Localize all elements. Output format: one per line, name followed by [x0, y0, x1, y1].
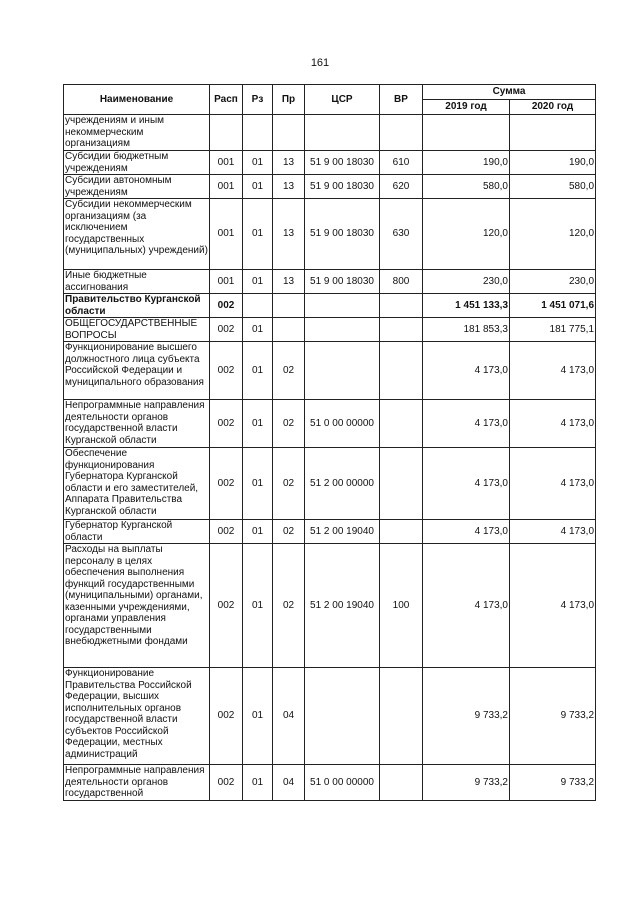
cell-rasp: 001: [210, 199, 243, 270]
cell-vr: [380, 400, 423, 448]
cell-name: Расходы на выплаты персоналу в целях обеспечения выполнения функций государственными (муниципальными) органами, казенными учреждениями, органами управления государственными внебюджетными фондами: [64, 544, 210, 668]
cell-vr: [380, 342, 423, 400]
cell-csr: 51 0 00 00000: [305, 765, 380, 801]
cell-y2020: 9 733,2: [510, 668, 596, 765]
cell-pr: 04: [273, 668, 305, 765]
cell-pr: 13: [273, 270, 305, 294]
cell-y2019: 181 853,3: [423, 318, 510, 342]
header-sum: Сумма: [423, 85, 596, 100]
cell-pr: 02: [273, 448, 305, 520]
cell-y2019: 4 173,0: [423, 544, 510, 668]
cell-vr: [380, 520, 423, 544]
cell-name: Непрограммные направления деятельности органов государственной: [64, 765, 210, 801]
cell-name: Правительство Курганской области: [64, 294, 210, 318]
cell-csr: 51 9 00 18030: [305, 175, 380, 199]
table-row: [64, 400, 596, 448]
table-row: [64, 668, 596, 765]
table-row: [64, 765, 596, 801]
cell-csr: 51 9 00 18030: [305, 151, 380, 175]
cell-y2019: 4 173,0: [423, 520, 510, 544]
table-row: [64, 199, 596, 270]
cell-pr: [273, 318, 305, 342]
cell-y2019: 4 173,0: [423, 400, 510, 448]
budget-table: [63, 84, 596, 801]
cell-vr: [380, 448, 423, 520]
header-vr: ВР: [380, 85, 423, 115]
cell-pr: 13: [273, 199, 305, 270]
header-name: Наименование: [64, 85, 210, 115]
table-row: [64, 342, 596, 400]
cell-y2019: [423, 115, 510, 151]
table-row: [64, 448, 596, 520]
cell-y2020: 4 173,0: [510, 544, 596, 668]
cell-csr: 51 0 00 00000: [305, 400, 380, 448]
table-header: [64, 85, 596, 115]
cell-rz: 01: [243, 175, 273, 199]
cell-name: Субсидии некоммерческим организациям (за исключением государственных (муниципальных) учреждений): [64, 199, 210, 270]
cell-csr: 51 2 00 19040: [305, 520, 380, 544]
cell-rz: 01: [243, 151, 273, 175]
cell-pr: 02: [273, 400, 305, 448]
cell-rz: 01: [243, 520, 273, 544]
cell-vr: 630: [380, 199, 423, 270]
cell-pr: 04: [273, 765, 305, 801]
cell-name: Непрограммные направления деятельности органов государственной власти Курганской области: [64, 400, 210, 448]
cell-vr: [380, 294, 423, 318]
cell-name: Функционирование высшего должностного лица субъекта Российской Федерации и муниципального образования: [64, 342, 210, 400]
header-2020: 2020 год: [510, 100, 596, 115]
cell-pr: 13: [273, 175, 305, 199]
cell-csr: [305, 115, 380, 151]
cell-pr: [273, 115, 305, 151]
cell-rasp: 001: [210, 270, 243, 294]
cell-pr: 02: [273, 342, 305, 400]
cell-name: Субсидии автономным учреждениям: [64, 175, 210, 199]
cell-csr: [305, 294, 380, 318]
cell-rasp: 002: [210, 765, 243, 801]
cell-y2019: 580,0: [423, 175, 510, 199]
cell-rz: 01: [243, 342, 273, 400]
cell-rasp: 002: [210, 294, 243, 318]
cell-rz: 01: [243, 448, 273, 520]
cell-y2020: [510, 115, 596, 151]
cell-pr: 02: [273, 544, 305, 668]
cell-vr: 100: [380, 544, 423, 668]
cell-pr: 02: [273, 520, 305, 544]
cell-vr: 610: [380, 151, 423, 175]
cell-csr: [305, 342, 380, 400]
cell-vr: [380, 115, 423, 151]
cell-rz: 01: [243, 765, 273, 801]
header-2019: 2019 год: [423, 100, 510, 115]
cell-rasp: 002: [210, 342, 243, 400]
cell-pr: 13: [273, 151, 305, 175]
cell-vr: 620: [380, 175, 423, 199]
cell-csr: [305, 668, 380, 765]
cell-y2019: 9 733,2: [423, 668, 510, 765]
table-row: [64, 151, 596, 175]
cell-y2020: 230,0: [510, 270, 596, 294]
cell-y2020: 4 173,0: [510, 448, 596, 520]
cell-y2020: 4 173,0: [510, 342, 596, 400]
cell-csr: 51 2 00 19040: [305, 544, 380, 668]
cell-y2019: 230,0: [423, 270, 510, 294]
cell-rz: [243, 115, 273, 151]
table-body: [64, 115, 596, 801]
cell-csr: 51 9 00 18030: [305, 199, 380, 270]
table-row: [64, 270, 596, 294]
cell-rz: 01: [243, 318, 273, 342]
cell-rz: 01: [243, 544, 273, 668]
table-row: [64, 294, 596, 318]
cell-y2019: 9 733,2: [423, 765, 510, 801]
cell-rz: 01: [243, 199, 273, 270]
cell-vr: [380, 668, 423, 765]
table-row: [64, 544, 596, 668]
cell-y2020: 4 173,0: [510, 520, 596, 544]
cell-csr: 51 2 00 00000: [305, 448, 380, 520]
cell-csr: [305, 318, 380, 342]
cell-csr: 51 9 00 18030: [305, 270, 380, 294]
cell-name: Обеспечение функционирования Губернатора Курганской области и его заместителей, Аппарата Правительства Курганской области: [64, 448, 210, 520]
header-rasp: Расп: [210, 85, 243, 115]
cell-y2020: 580,0: [510, 175, 596, 199]
cell-rz: 01: [243, 668, 273, 765]
header-pr: Пр: [273, 85, 305, 115]
page-number: 161: [310, 57, 330, 69]
cell-rasp: 002: [210, 668, 243, 765]
table-row: [64, 115, 596, 151]
cell-y2020: 181 775,1: [510, 318, 596, 342]
cell-y2019: 120,0: [423, 199, 510, 270]
table-row: [64, 520, 596, 544]
cell-y2020: 1 451 071,6: [510, 294, 596, 318]
cell-vr: [380, 318, 423, 342]
cell-rasp: [210, 115, 243, 151]
cell-name: Субсидии бюджетным учреждениям: [64, 151, 210, 175]
cell-rasp: 001: [210, 175, 243, 199]
cell-y2020: 120,0: [510, 199, 596, 270]
cell-name: Иные бюджетные ассигнования: [64, 270, 210, 294]
cell-rasp: 002: [210, 544, 243, 668]
cell-y2020: 190,0: [510, 151, 596, 175]
cell-rasp: 001: [210, 151, 243, 175]
header-csr: ЦСР: [305, 85, 380, 115]
cell-rz: 01: [243, 400, 273, 448]
cell-rasp: 002: [210, 400, 243, 448]
cell-name: ОБЩЕГОСУДАРСТВЕННЫЕ ВОПРОСЫ: [64, 318, 210, 342]
cell-name: Функционирование Правительства Российской Федерации, высших исполнительных органов государственной власти субъектов Российской Федерации, местных администраций: [64, 668, 210, 765]
cell-y2019: 4 173,0: [423, 448, 510, 520]
cell-rz: [243, 294, 273, 318]
cell-rasp: 002: [210, 318, 243, 342]
cell-vr: [380, 765, 423, 801]
cell-y2020: 9 733,2: [510, 765, 596, 801]
cell-name: учреждениям и иным некоммерческим организациям: [64, 115, 210, 151]
cell-vr: 800: [380, 270, 423, 294]
cell-pr: [273, 294, 305, 318]
cell-name: Губернатор Курганской области: [64, 520, 210, 544]
table-row: [64, 318, 596, 342]
cell-y2019: 1 451 133,3: [423, 294, 510, 318]
header-rz: Рз: [243, 85, 273, 115]
table-row: [64, 175, 596, 199]
cell-y2019: 4 173,0: [423, 342, 510, 400]
cell-rasp: 002: [210, 448, 243, 520]
cell-rz: 01: [243, 270, 273, 294]
cell-rasp: 002: [210, 520, 243, 544]
cell-y2019: 190,0: [423, 151, 510, 175]
cell-y2020: 4 173,0: [510, 400, 596, 448]
